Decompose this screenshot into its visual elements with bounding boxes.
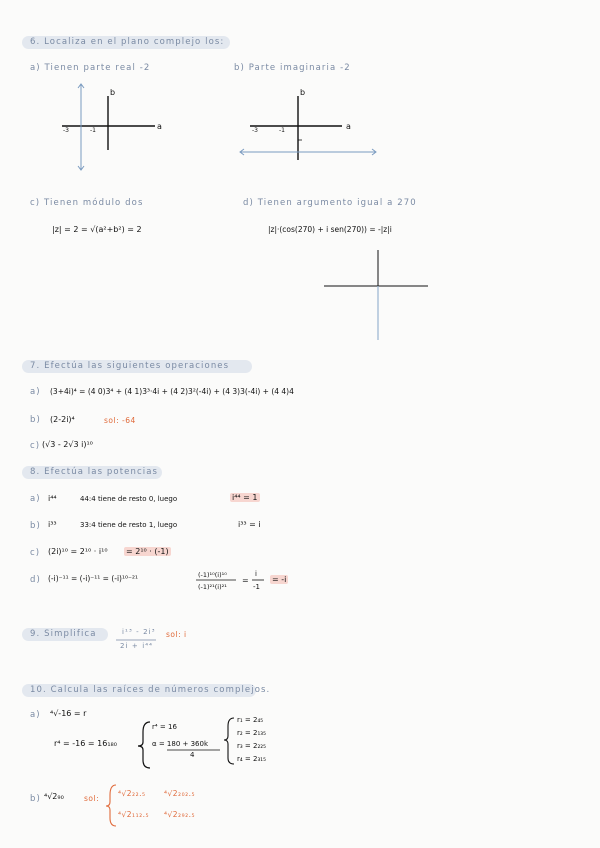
s6-a-label: a) Tienen parte real -2 bbox=[30, 63, 151, 73]
s6-c-label: c) Tienen módulo dos bbox=[30, 198, 144, 208]
s7-c-formula: (√3 - 2√3 i)¹⁰ bbox=[42, 440, 93, 449]
s8-d-frac-num: (-1)¹⁰(i)¹⁰ bbox=[198, 571, 227, 579]
s6b-tick-m3: -3 bbox=[252, 127, 258, 134]
s8-d-label: d) bbox=[30, 575, 41, 585]
s7-b-formula: (2-2i)⁴ bbox=[50, 415, 75, 424]
s6-b-label: b) Parte imaginaria -2 bbox=[234, 63, 351, 73]
s10-a-r4: r₄ = 2₃₁₅ bbox=[237, 755, 266, 763]
s10-b-root1: ⁴√2₂₂.₅ bbox=[118, 789, 146, 798]
s10-a-sys2-den: 4 bbox=[190, 751, 195, 759]
s7-a-label: a) bbox=[30, 387, 41, 397]
s8-c-result: = 2¹⁰ · (-1) bbox=[126, 547, 169, 556]
s10-b-root3: ⁴√2₁₁₂.₅ bbox=[118, 810, 149, 819]
s6-d-formula: |z|·(cos(270) + i sen(270)) = -|z|i bbox=[268, 225, 392, 234]
s9-frac-num: i¹³ - 2i³ bbox=[122, 628, 156, 636]
s8-c-label: c) bbox=[30, 548, 41, 558]
s10-a-sys1: r⁴ = 16 bbox=[152, 723, 177, 731]
s10-a-r2: r₂ = 2₁₃₅ bbox=[237, 729, 266, 737]
s7-a-formula: (3+4i)⁴ = (4 0)3⁴ + (4 1)3³·4i + (4 2)3²(-4i) + (4 3)3(-4i) + (4 4)4 bbox=[50, 387, 294, 396]
s8-a-label: a) bbox=[30, 494, 41, 504]
s10b-brace bbox=[106, 785, 116, 826]
s10-b-root4: ⁴√2₂₉₂.₅ bbox=[164, 810, 195, 819]
s8-b-formula: i³³ bbox=[48, 520, 57, 529]
section-8-header: 8. Efectúa las potencias bbox=[22, 466, 162, 479]
s8-d-eq: = bbox=[242, 576, 249, 585]
s8-a-result: i⁴⁴ = 1 bbox=[232, 493, 258, 502]
s8-d-formula: (-i)⁻¹¹ = (-i)⁻¹¹ = (-i)¹⁰⁻²¹ bbox=[48, 574, 138, 583]
s8-c-formula: (2i)¹⁰ = 2¹⁰ · i¹⁰ bbox=[48, 547, 108, 556]
s8-d-frac-den: (-1)²¹(i)²¹ bbox=[198, 583, 227, 591]
s10-a-formula: ⁴√-16 = r bbox=[50, 709, 87, 718]
s8-b-result: i³³ = i bbox=[238, 520, 261, 529]
section-6-header: 6. Localiza en el plano complejo los: bbox=[22, 36, 230, 49]
section-10-header: 10. Calcula las raíces de números complejos. bbox=[22, 684, 256, 697]
s6b-tick-m1: -1 bbox=[279, 127, 285, 134]
s6-d-label: d) Tienen argumento igual a 270 bbox=[243, 198, 417, 208]
s8-b-label: b) bbox=[30, 521, 41, 531]
s7-b-solution: sol: -64 bbox=[104, 416, 136, 425]
s6b-axis-b: b bbox=[300, 88, 306, 97]
s10-b-root2: ⁴√2₂₀₂.₅ bbox=[164, 789, 195, 798]
s6a-tick-m1: -1 bbox=[90, 127, 96, 134]
s10a-brace-right bbox=[224, 718, 234, 764]
s6b-axis-a: a bbox=[346, 122, 351, 131]
s10-a-eq: r⁴ = -16 = 16₁₈₀ bbox=[54, 739, 117, 748]
section-9-header: 9. Simplifica bbox=[22, 628, 108, 641]
s10a-brace-left bbox=[138, 722, 150, 768]
s8-d-frac2-den: -1 bbox=[253, 583, 260, 591]
s7-b-label: b) bbox=[30, 415, 41, 425]
s6a-axis-b: b bbox=[110, 88, 116, 97]
s6a-tick-m3: -3 bbox=[63, 127, 69, 134]
s8-d-result: = -i bbox=[272, 575, 287, 584]
s9-solution: sol: i bbox=[166, 630, 187, 639]
s9-frac-den: 2i + i⁴⁴ bbox=[120, 642, 154, 650]
s8-a-text: 44:4 tiene de resto 0, luego bbox=[80, 495, 178, 503]
s10-a-r3: r₃ = 2₂₂₅ bbox=[237, 742, 266, 750]
s10-a-sys2: α = 180 + 360k bbox=[152, 740, 209, 748]
s7-c-label: c) bbox=[30, 441, 41, 451]
s6a-axis-a: a bbox=[157, 122, 162, 131]
s6-c-formula: |z| = 2 = √(a²+b²) = 2 bbox=[52, 225, 142, 234]
s10-b-formula: ⁴√2₉₀ bbox=[44, 792, 64, 801]
s10-a-label: a) bbox=[30, 710, 41, 720]
section-7-header: 7. Efectúa las siguientes operaciones bbox=[22, 360, 252, 373]
s10-b-sol-label: sol: bbox=[84, 794, 100, 803]
s10-b-label: b) bbox=[30, 794, 41, 804]
s10-a-r1: r₁ = 2₄₅ bbox=[237, 716, 264, 724]
s8-a-formula: i⁴⁴ bbox=[48, 494, 57, 503]
s8-b-text: 33:4 tiene de resto 1, luego bbox=[80, 521, 178, 529]
s8-d-frac2-num: i bbox=[255, 570, 257, 578]
